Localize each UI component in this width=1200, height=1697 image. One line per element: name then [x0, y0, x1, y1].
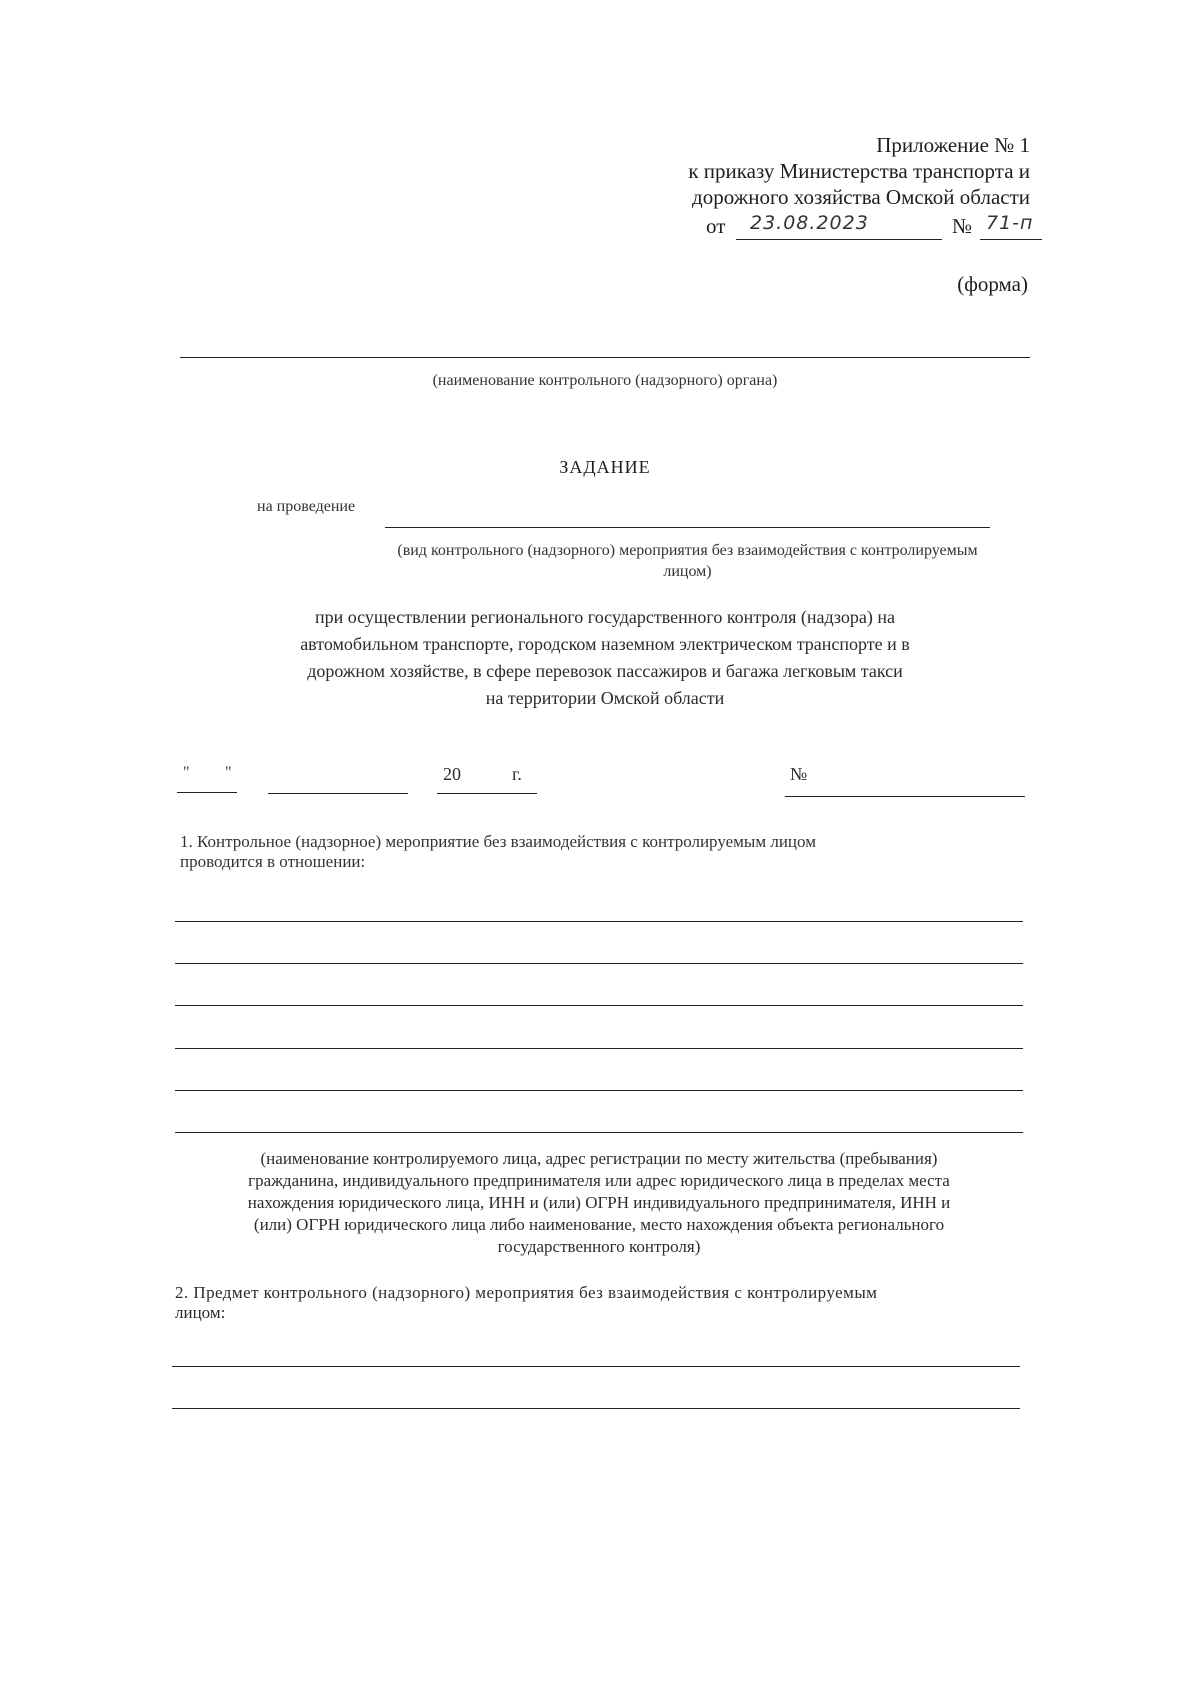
order-line-1: к приказу Министерства транспорта и [688, 159, 1030, 183]
context-line-4: на территории Омской области [485, 688, 725, 708]
event-type-line [385, 527, 990, 528]
authority-name-line [180, 357, 1030, 358]
section-1-line-1: 1. Контрольное (надзорное) мероприятие без взаимодействия с контролируемым лицом [180, 832, 816, 851]
assignment-date-row [0, 762, 1200, 802]
event-caption [385, 540, 990, 582]
section-1-caption-line-2: гражданина, индивидуального предпринимателя или адрес юридического лица в пределах места [248, 1171, 950, 1190]
section-2-line-1: 2. Предмет контрольного (надзорного) мероприятия без взаимодействия с контролируемым [175, 1283, 878, 1302]
order-line-2: дорожного хозяйства Омской области [692, 185, 1030, 209]
context-paragraph [180, 604, 1030, 712]
event-caption-text: (вид контрольного (надзорного) мероприятия без взаимодействия с контролируемым лицом) [397, 542, 978, 580]
appendix-title: Приложение № 1 [876, 133, 1030, 157]
section-1-fill-line-3 [175, 1005, 1023, 1006]
day-quote-open: " [183, 764, 190, 781]
event-prefix: на проведение [257, 498, 356, 515]
section-1-fill-line-5 [175, 1090, 1023, 1091]
year-prefix: 20 [443, 764, 461, 784]
month-line [268, 793, 408, 794]
year-line [437, 793, 537, 794]
document-title: ЗАДАНИЕ [559, 457, 651, 477]
date-prefix: от [706, 214, 726, 238]
section-1-fill-line-2 [175, 963, 1023, 964]
section-1-caption-line-5: государственного контроля) [497, 1237, 701, 1256]
day-line [177, 792, 237, 793]
form-label: (форма) [957, 272, 1028, 296]
date-underline [736, 239, 942, 240]
header-block [560, 132, 1030, 210]
section-1-fill-line-1 [175, 921, 1023, 922]
section-2-fill-line-2 [172, 1408, 1020, 1409]
number-handwritten: 71-п [986, 212, 1034, 234]
section-1-caption-line-1: (наименование контролируемого лица, адрес регистрации по месту жительства (пребывания) [260, 1149, 938, 1168]
year-suffix: г. [512, 764, 522, 784]
section-2-line-2: лицом: [175, 1303, 226, 1322]
order-date-row [706, 212, 1046, 242]
section-1-text [180, 832, 816, 872]
number-underline [980, 239, 1042, 240]
number-prefix: № [952, 214, 973, 238]
context-line-3: дорожном хозяйстве, в сфере перевозок пассажиров и багажа легковым такси [307, 661, 903, 681]
context-line-1: при осуществлении регионального государственного контроля (надзора) на [314, 607, 896, 627]
section-1-caption-line-4: (или) ОГРН юридического лица либо наименование, место нахождения объекта регионального [253, 1215, 945, 1234]
section-1-caption [175, 1148, 1023, 1258]
assignment-number-line [785, 796, 1025, 797]
date-handwritten: 23.08.2023 [750, 212, 869, 234]
assignment-number-label: № [790, 764, 808, 784]
context-line-2: автомобильном транспорте, городском наземном электрическом транспорте и в [300, 634, 910, 654]
section-1-caption-line-3: нахождения юридического лица, ИНН и (или) ОГРН индивидуального предпринимателя, ИНН и [247, 1193, 951, 1212]
section-2-text [175, 1283, 877, 1323]
section-2-fill-line-1 [172, 1366, 1020, 1367]
authority-caption: (наименование контрольного (надзорного) органа) [432, 372, 778, 389]
day-quote-close: " [225, 764, 232, 781]
section-1-fill-line-6 [175, 1132, 1023, 1133]
section-1-line-2: проводится в отношении: [180, 852, 366, 871]
section-1-fill-line-4 [175, 1048, 1023, 1049]
